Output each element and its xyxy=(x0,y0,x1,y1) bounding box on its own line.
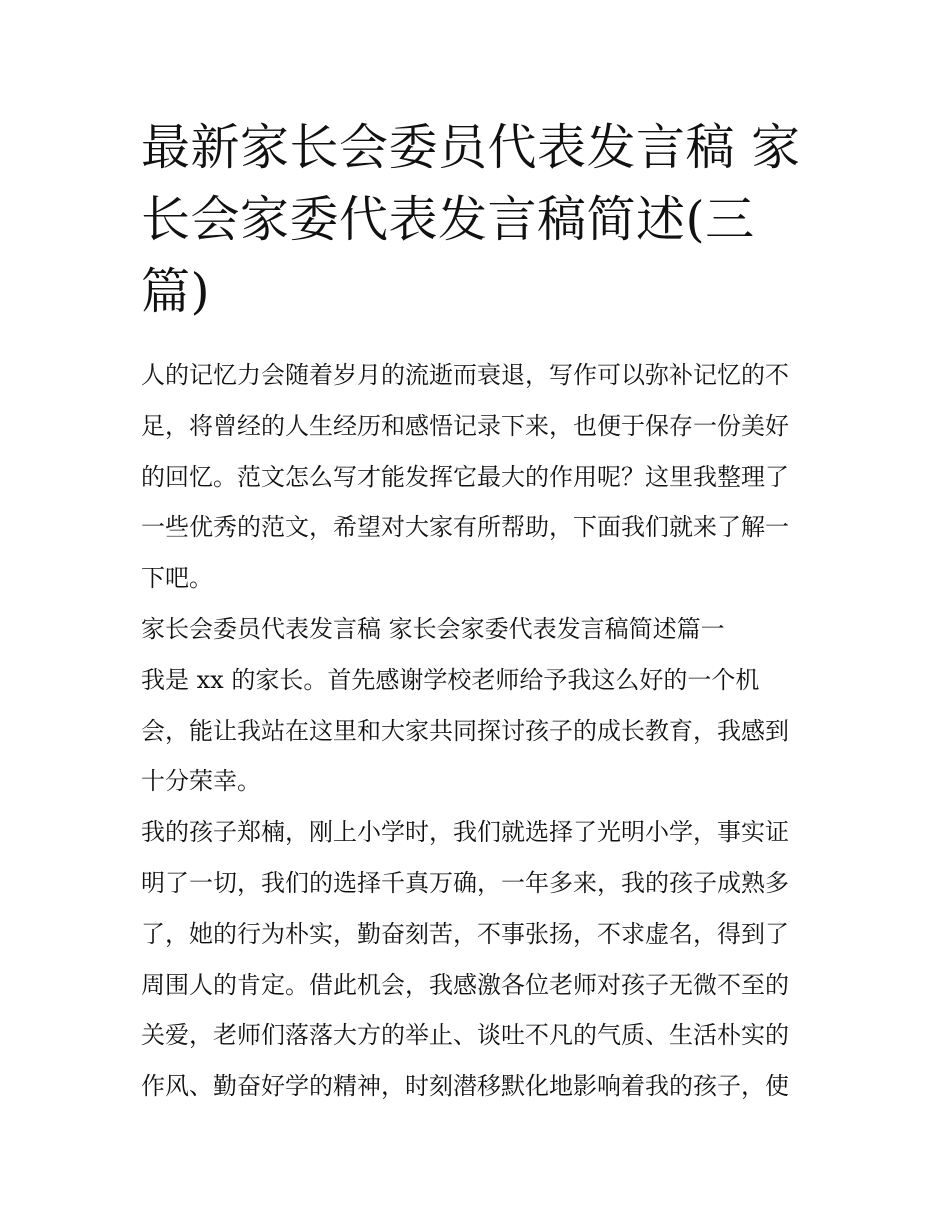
paragraph-line: 明了一切，我们的选择千真万确，一年多来，我的孩子成熟多 xyxy=(141,868,789,897)
title-line: 长会家委代表发言稿简述(三 xyxy=(141,191,755,248)
document-body xyxy=(141,350,813,1112)
section-heading: 家长会委员代表发言稿 家长会家委代表发言稿简述篇一 xyxy=(141,614,725,643)
intro-line: 人的记忆力会随着岁月的流逝而衰退，写作可以弥补记忆的不 xyxy=(141,361,789,389)
paragraph-line: 我是 xx 的家长。首先感谢学校老师给予我这么好的一个机 xyxy=(141,665,760,694)
paragraph-line: 会，能让我站在这里和大家共同探讨孩子的成长教育，我感到 xyxy=(141,716,789,745)
intro-line: 一些优秀的范文，希望对大家有所帮助，下面我们就来了解一 xyxy=(141,513,789,542)
title-line: 最新家长会委员代表发言稿 家 xyxy=(141,119,801,176)
intro-line: 的回忆。范文怎么写才能发挥它最大的作用呢？这里我整理了 xyxy=(141,462,789,491)
intro-line: 下吧。 xyxy=(141,564,213,593)
intro-line: 足，将曾经的人生经历和感悟记录下来，也便于保存一份美好 xyxy=(141,411,789,440)
paragraph-line: 作风、勤奋好学的精神，时刻潜移默化地影响着我的孩子，使 xyxy=(141,1072,789,1101)
paragraph-line: 十分荣幸。 xyxy=(141,767,261,796)
paragraph-line: 了，她的行为朴实，勤奋刻苦，不事张扬，不求虚名，得到了 xyxy=(141,919,789,948)
paragraph-line: 我的孩子郑楠，刚上小学时，我们就选择了光明小学，事实证 xyxy=(141,818,789,847)
paragraph-line: 关爱，老师们落落大方的举止、谈吐不凡的气质、生活朴实的 xyxy=(141,1021,789,1050)
document-content xyxy=(141,112,813,1112)
document-title xyxy=(141,112,813,328)
paragraph-line: 周围人的肯定。借此机会，我感激各位老师对孩子无微不至的 xyxy=(141,970,789,999)
title-line: 篇) xyxy=(141,263,211,320)
